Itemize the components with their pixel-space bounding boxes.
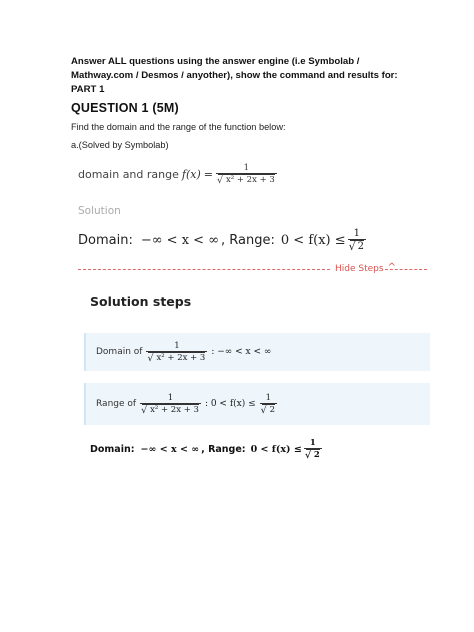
query-function-name: f(x) — [181, 167, 201, 181]
query-fraction — [216, 163, 277, 185]
step2-range-numerator: 1 — [265, 393, 272, 403]
question-subpart: a.(Solved by Symbolab) — [71, 140, 169, 150]
question-heading: QUESTION 1 (5M) — [71, 101, 179, 115]
final-range-fraction — [304, 438, 322, 460]
step2-result: : 0 < f(x) ≤ — [204, 399, 256, 409]
range-value: 0 < f(x) ≤ — [280, 232, 346, 248]
symbolab-query — [78, 163, 277, 185]
hide-steps-label: Hide Steps — [335, 263, 384, 274]
question-text: Find the domain and the range of the function below: — [71, 122, 286, 132]
range-fraction — [348, 228, 366, 252]
chevron-up-icon: ^ — [387, 262, 396, 273]
range-numerator: 1 — [353, 228, 361, 239]
solution-result — [78, 228, 366, 252]
step2-label: Range of — [96, 399, 137, 409]
part-heading: PART 1 — [71, 84, 105, 95]
step2-range-fraction — [260, 393, 277, 415]
step1-result: : −∞ < x < ∞ — [211, 347, 272, 357]
step1-fraction — [146, 341, 207, 363]
step-domain[interactable] — [84, 333, 430, 371]
query-radicand: √ x² + 2x + 3 — [218, 174, 275, 185]
range-label: , Range: — [221, 232, 275, 248]
query-equals: = — [203, 167, 213, 181]
query-numerator: 1 — [243, 163, 250, 173]
final-range-numerator: 1 — [309, 438, 316, 448]
range-denominator: √ 2 — [350, 240, 364, 252]
step2-numerator: 1 — [167, 393, 174, 403]
query-prefix: domain and range — [78, 167, 179, 181]
final-domain-label: Domain: — [90, 443, 135, 455]
steps-title: Solution steps — [90, 294, 192, 309]
instructions-text: Answer ALL questions using the answer engine (i.e Symbolab / Mathway.com / Desmos / anyother), show the command and results for: — [71, 56, 398, 81]
final-range-label: , Range: — [201, 443, 246, 455]
final-range-denominator: √ 2 — [306, 449, 320, 460]
divider-right — [385, 269, 427, 270]
final-result — [90, 438, 322, 460]
domain-value: −∞ < x < ∞ — [140, 232, 220, 248]
domain-label: Domain: — [78, 232, 133, 248]
step1-label: Domain of — [96, 347, 143, 357]
solution-label: Solution — [78, 205, 121, 217]
step2-range-denominator: √ 2 — [262, 404, 275, 415]
step1-radicand: √ x² + 2x + 3 — [148, 352, 205, 363]
step2-radicand: √ x² + 2x + 3 — [142, 404, 199, 415]
final-domain-value: −∞ < x < ∞ — [140, 443, 200, 455]
step2-fraction — [140, 393, 201, 415]
step1-numerator: 1 — [174, 341, 180, 351]
final-range-value: 0 < f(x) ≤ — [250, 443, 302, 455]
step-range[interactable] — [84, 383, 430, 425]
divider-left — [78, 269, 330, 270]
